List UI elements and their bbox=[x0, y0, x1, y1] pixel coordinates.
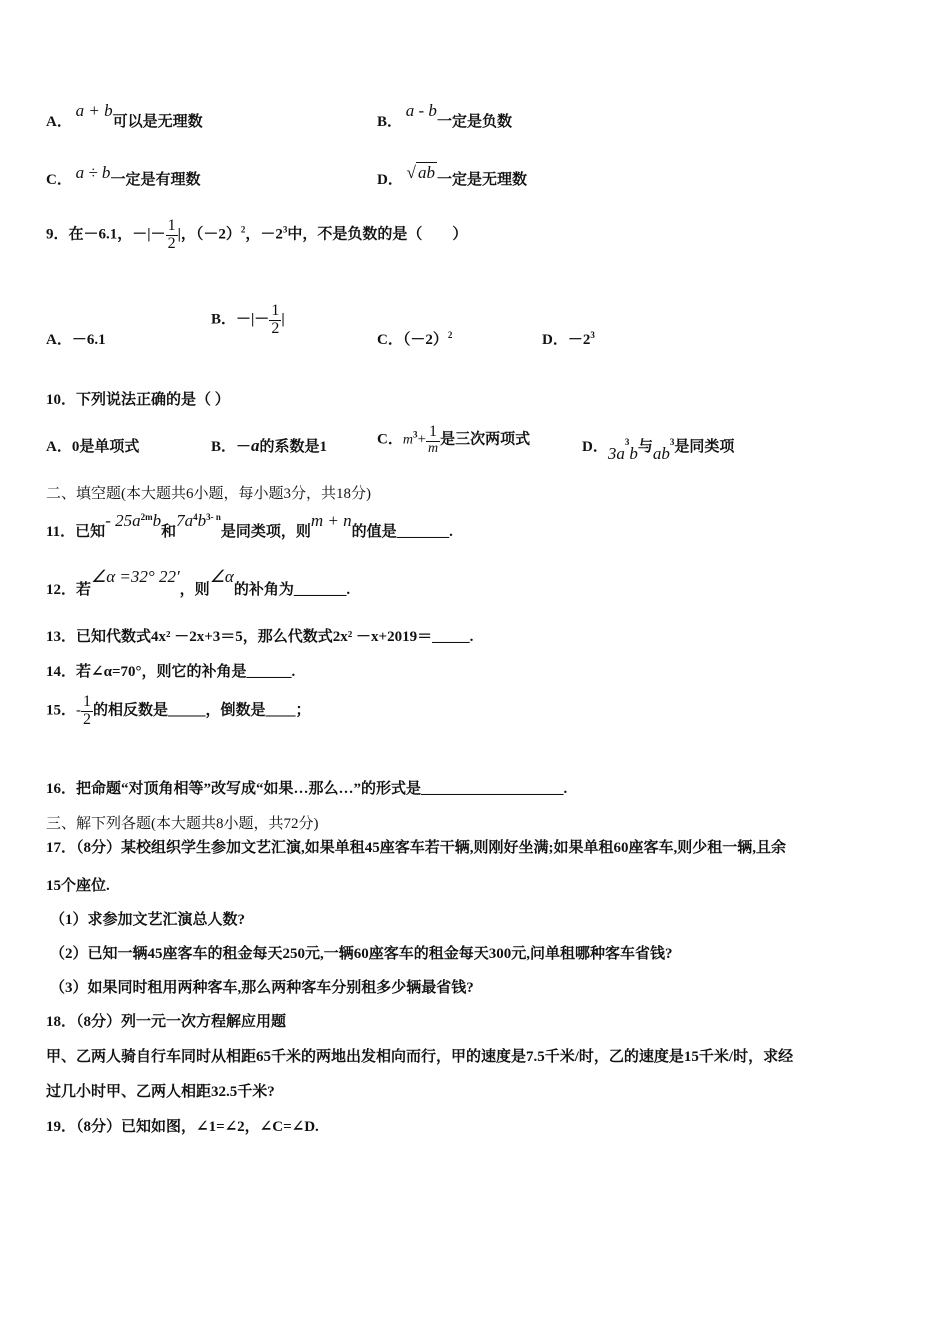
fraction-half: $\frac{1}{2}$ bbox=[167, 217, 176, 252]
question-10-stem: 10．下列说法正确的是（ ） bbox=[46, 392, 230, 408]
q9-option-b: B．－|－ $\frac{1}{2}$ | bbox=[211, 302, 285, 337]
question-18-line-2: 甲、乙两人骑自行车同时从相距65千米的两地出发相向而行，甲的速度是7.5千米/时，乙的速度是15千米/时，求经 bbox=[46, 1049, 794, 1065]
q9-option-a: A．－6.1 bbox=[46, 332, 106, 348]
question-17-sub-3: （3）如果同时租用两种客车,那么两种客车分别租多少辆最省钱? bbox=[50, 980, 474, 996]
section-3-heading: 三、解下列各题(本大题共8小题，共72分) bbox=[46, 816, 319, 832]
question-19: 19．（8分）已知如图，∠1=∠2，∠C=∠D. bbox=[46, 1119, 319, 1135]
question-18-line-3: 过几小时甲、乙两人相距32.5千米? bbox=[46, 1084, 275, 1100]
q9-option-c: C．$(-2)^2$ bbox=[377, 330, 453, 348]
q8-option-a: A． a + b可以是无理数 bbox=[46, 101, 203, 130]
q9-option-d: D．$-2^3$ bbox=[542, 330, 595, 348]
section-2-heading: 二、填空题(本大题共6小题，每小题3分，共18分) bbox=[46, 486, 371, 502]
q8-option-c: C． a ÷ b一定是有理数 bbox=[46, 163, 201, 188]
question-17-line-2: 15个座位. bbox=[46, 878, 110, 894]
question-14: 14．若∠α=70°，则它的补角是______. bbox=[46, 664, 296, 680]
question-9-stem: 9．在－6.1，－|－ $\frac{1}{2}$ |，$(-2)^2$，$-2^3$中，不是负数的是（ ） bbox=[46, 217, 468, 252]
q10-option-a: A．0是单项式 bbox=[46, 439, 140, 455]
q8-option-b: B． a - b一定是负数 bbox=[377, 101, 512, 130]
question-13: 13．已知代数式4x² －2x+3＝5，那么代数式2x² －x+2019＝_____. bbox=[46, 629, 474, 645]
question-17-sub-1: （1）求参加文艺汇演总人数? bbox=[50, 912, 246, 928]
q10-option-c: C．$m^3+$ $\frac{1}{m}$ 是三次两项式 bbox=[377, 423, 531, 456]
question-18-line-1: 18．（8分）列一元一次方程解应用题 bbox=[46, 1014, 287, 1030]
question-12: 12．若∠α =32° 22′，则∠α的补角为_______. bbox=[46, 567, 351, 598]
question-16: 16．把命题“对顶角相等”改写成“如果…那么…”的形式是___________________. bbox=[46, 781, 568, 797]
question-15: 15．- $\frac{1}{2}$ 的相反数是_____，倒数是____； bbox=[46, 693, 311, 728]
question-17-line-1: 17．（8分）某校组织学生参加文艺汇演,如果单租45座客车若干辆,则刚好坐满;如果单租60座客车,则少租一辆,且余 bbox=[46, 840, 786, 856]
question-11: 11．已知- $25a^{2m}b$和$7a^4b^{3- n}$是同类项，则m + n的值是_______. bbox=[46, 511, 453, 540]
question-17-sub-2: （2）已知一辆45座客车的租金每天250元,一辆60座客车的租金每天300元,问单租哪种客车省钱? bbox=[50, 946, 673, 962]
q10-option-d: D．$3a^3b$与$ab^3$是同类项 bbox=[582, 437, 735, 463]
q10-option-b: B．－a的系数是1 bbox=[211, 436, 328, 455]
q8-option-d: D． √ ab 一定是无理数 bbox=[377, 163, 527, 188]
